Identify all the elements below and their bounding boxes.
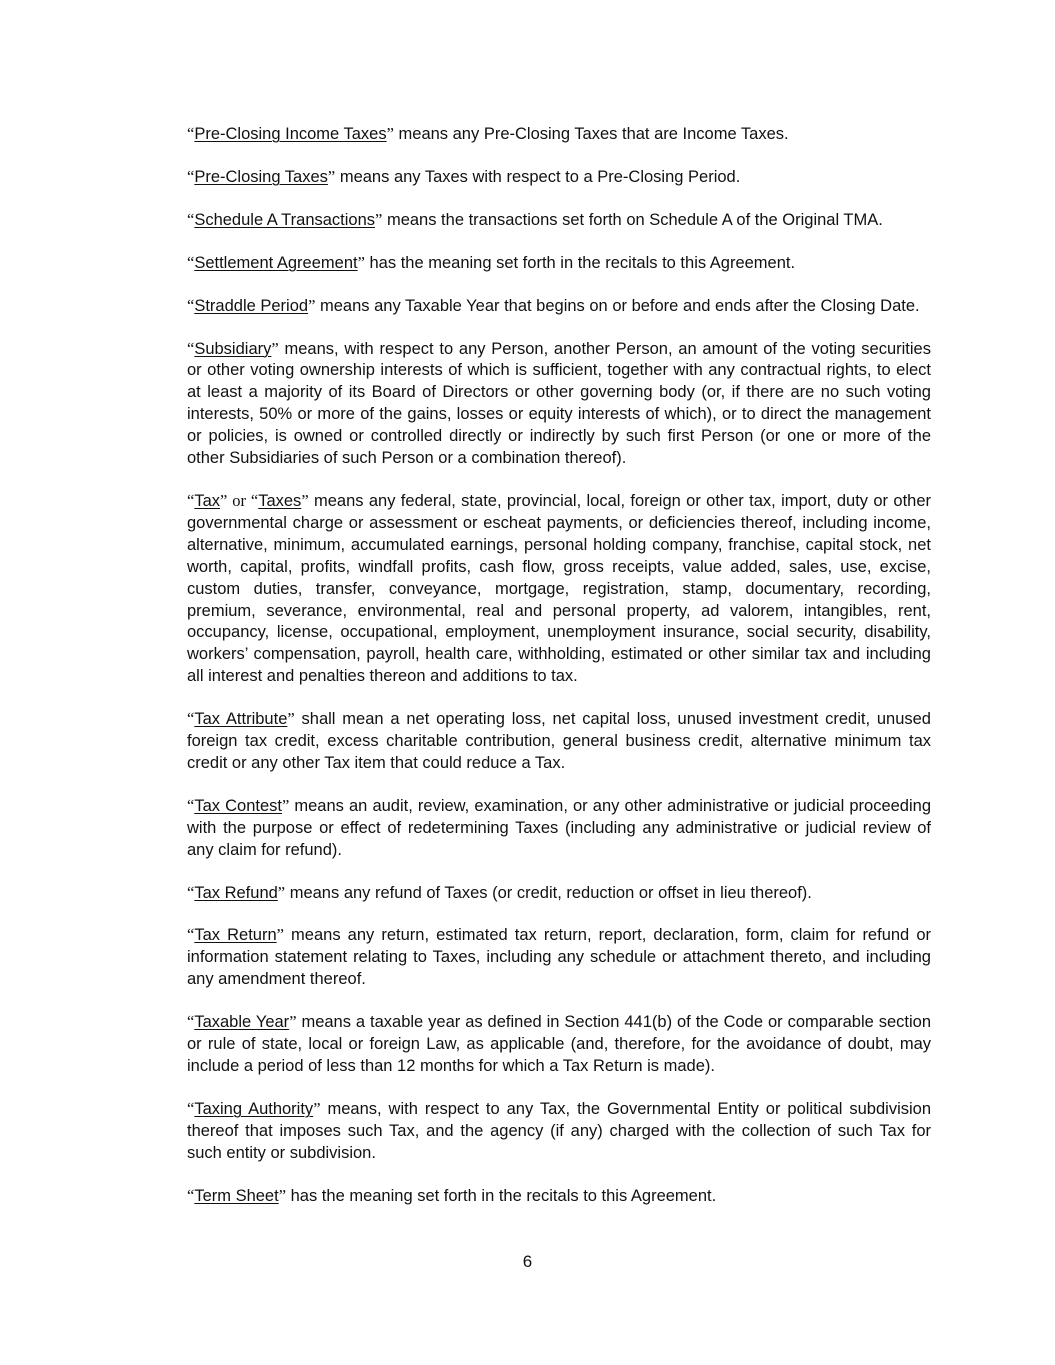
quote-mark: ” [308,295,316,315]
quote-mark: “ [187,795,195,815]
definition-text: means, with respect to any Tax, the Governmental Entity or political subdivision thereof that imposes such Tax, and the agency (if any) charged with the collection of such Tax for such entity or subdivision. [187,1099,932,1162]
quote-mark: ” [271,338,279,358]
quote-mark: ” [281,795,290,815]
quote-mark: “ [187,209,195,229]
definition-paragraph [187,1185,931,1208]
quote-mark: “ [187,1185,195,1205]
quote-mark: ” [386,124,394,143]
quote-mark: ” [276,925,284,945]
quote-mark: “ [187,124,195,143]
quote-mark: “ [250,490,259,510]
quote-mark: ” [375,209,383,229]
definition-paragraph [187,1098,931,1165]
definition-paragraph [187,338,931,470]
quote-mark: ” [327,166,336,186]
definition-paragraph [187,882,931,905]
quote-mark: “ [187,166,195,186]
quote-mark: ” [287,709,295,729]
page-number: 6 [522,1252,533,1271]
definition-paragraph [187,708,931,775]
defined-term: Tax Return [194,926,277,945]
quote-mark: ” [357,252,365,272]
definition-text: means an audit, review, examination, or any other administrative or judicial proceeding with the purpose or effect of redetermining Taxes (including any administrative or judicial review of any claim for refund). [187,796,932,859]
defined-term: Taxable Year [194,1013,290,1032]
definition-text: means the transactions set forth on Schedule A of the Original TMA. [382,210,883,229]
quote-mark: ” [277,882,286,902]
definitions-list [187,123,931,1228]
definition-text: means, with respect to any Person, another Person, an amount of the voting securities or other voting ownership interests of which is sufficient, together with any contractual rights, to elect at least a majority of its Board of Directors or other governing body (or, if there are no such voting interests, 50% or more of the gains, losses or equity interests of which), or to direct the management or policies, is owned or controlled directly or indirectly by such first Person (or one or more of the other Subsidiaries of such Person or a combination thereof). [187,339,931,468]
definition-text: means any federal, state, provincial, local, foreign or other tax, import, duty or other governmental charge or assessment or escheat payments, or deficiencies thereof, including income, alternative, minimum, accumulated earnings, personal holding company, franchise, capital stock, net worth, capital, profits, windfall profits, cash flow, gross receipts, value added, sales, use, excise, custom duties, transfer, conveyance, mortgage, registration, stamp, documentary, recording, premium, severance, environmental, real and personal property, ad valorem, intangibles, rent, occupancy, license, occupational, employment, unemployment insurance, social security, disability, workers’ compensation, payroll, health care, withholding, estimated or other similar tax and including all interest and penalties thereon and additions to tax. [187,491,932,686]
definition-paragraph [187,209,931,232]
definition-text: means any Taxable Year that begins on or before and ends after the Closing Date. [315,296,920,315]
quote-mark: ” [313,1098,321,1118]
defined-term: Pre-Closing Taxes [194,167,328,186]
quote-mark: “ [187,1098,195,1118]
definition-text: shall mean a net operating loss, net capital loss, unused investment credit, unused foreign tax credit, excess charitable contribution, general business credit, alternative minimum tax credit or any other Tax item that could reduce a Tax. [187,710,931,772]
defined-term: Pre-Closing Income Taxes [194,125,387,143]
connector-text: or [227,490,251,510]
defined-term: Tax [194,491,221,510]
defined-term: Tax Contest [194,796,282,815]
definition-paragraph [187,924,931,991]
definition-text: has the meaning set forth in the recitals to this Agreement. [286,1186,717,1205]
definition-paragraph [187,1011,931,1078]
definition-paragraph [187,123,931,146]
quote-mark: “ [187,490,195,510]
quote-mark: ” [278,1185,287,1205]
definition-text: means a taxable year as defined in Section 441(b) of the Code or comparable section or rule of state, local or foreign Law, as applicable (and, therefore, for the avoidance of doubt, may include a period of less than 12 months for which a Tax Return is made). [187,1013,931,1075]
definition-paragraph [187,490,931,688]
quote-mark: “ [187,1012,195,1032]
definition-paragraph [187,295,931,318]
defined-term: Schedule A Transactions [194,210,376,229]
definition-paragraph [187,252,931,275]
quote-mark: ” [220,490,228,510]
quote-mark: “ [187,338,195,358]
definition-paragraph [187,795,931,862]
defined-term: Settlement Agreement [194,253,358,272]
definition-text: means any Taxes with respect to a Pre-Closing Period. [335,167,741,186]
quote-mark: ” [289,1012,297,1032]
definition-text: means any refund of Taxes (or credit, reduction or offset in lieu thereof). [285,883,812,902]
quote-mark: “ [187,252,195,272]
defined-term: Tax Attribute [194,710,288,729]
defined-term: Taxes [258,491,302,510]
definition-text: has the meaning set forth in the recitals to this Agreement. [364,253,796,272]
quote-mark: “ [187,709,195,729]
defined-term: Straddle Period [194,296,309,315]
definition-text: means any Pre-Closing Taxes that are Income Taxes. [393,125,789,143]
quote-mark: “ [187,295,195,315]
defined-term: Subsidiary [194,339,272,358]
defined-term: Term Sheet [194,1186,279,1205]
quote-mark: “ [187,925,195,945]
definition-text: means any return, estimated tax return, report, declaration, form, claim for refund or information statement relating to Taxes, including any schedule or attachment thereto, and including any amendment thereof. [187,926,931,989]
defined-term: Tax Refund [194,883,278,902]
defined-term: Taxing Authority [194,1099,314,1118]
quote-mark: “ [187,882,195,902]
quote-mark: ” [301,490,309,510]
definition-paragraph [187,166,931,189]
